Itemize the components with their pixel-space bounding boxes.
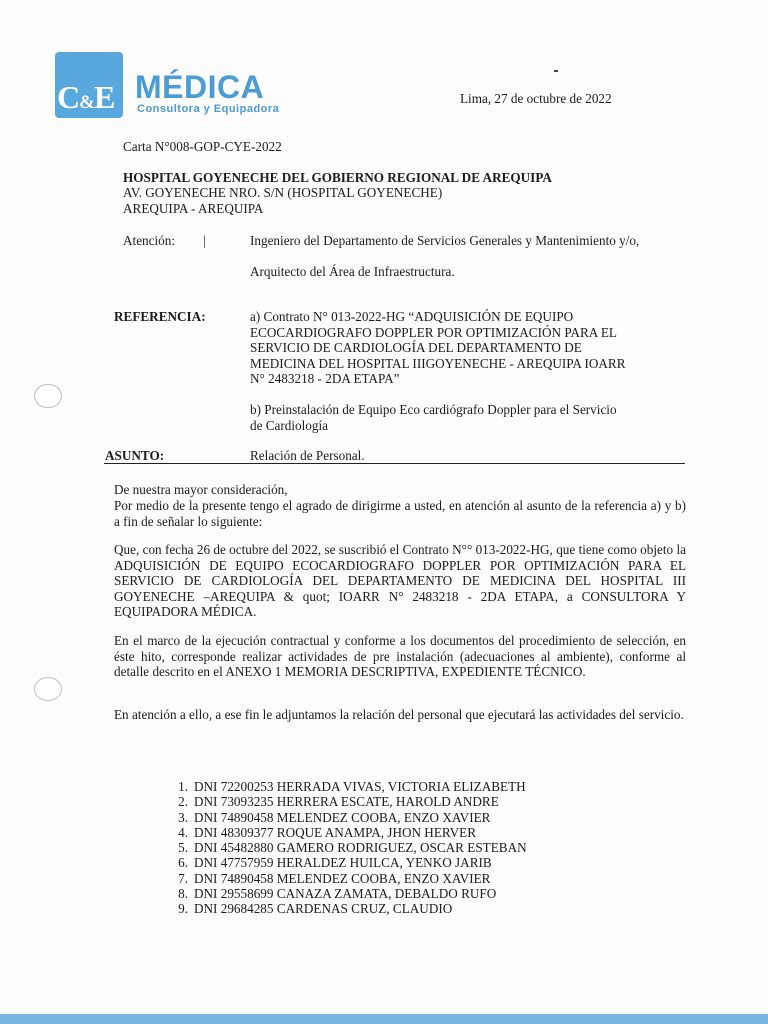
place-date: Lima, 27 de octubre de 2022 [460,91,612,106]
personnel-list [160,779,527,917]
reference-a-line: N° 2483218 - 2DA ETAPA” [250,371,400,386]
list-text: DNI 29558699 CANAZA ZAMATA, DEBALDO RUFO [194,886,497,902]
footer-band [0,1014,768,1024]
list-item [160,901,527,916]
reference-a-line: a) Contrato N° 013-2022-HG “ADQUISICIÓN DE EQUIPO [250,309,574,324]
reference-b-line: de Cardiología [250,417,329,433]
list-number: 8. [178,886,188,902]
punch-hole-top [34,384,62,408]
list-text: DNI 74890458 MELENDEZ COOBA, ENZO XAVIER [194,809,491,825]
reference-a-line: SERVICIO DE CARDIOLOGÍA DEL DEPARTAMENTO DE [250,340,582,355]
list-text: DNI 29684285 CARDENAS CRUZ, CLAUDIO [194,901,453,917]
reference-a-line: ECOCARDIOGRAFO DOPPLER POR OPTIMIZACIÓN PARA EL [250,324,617,340]
company-logo-name: MÉDICA [135,69,265,105]
company-logo-tagline: Consultora y Equipadora [137,103,280,115]
body-paragraph-1: Que, con fecha 26 de octubre del 2022, se suscribió el Contrato N°° 013-2022-HG, que tiene como objeto la ADQUISICIÓN DE EQUIPO ECOCARDIOGRAFO DOPPLER POR OPTIMIZACIÓN PARA EL SERVICIO DE CARDIOLOGÍA DEL DEPARTAMENTO DE MEDICINA DEL HOSPITAL III GOYENECHE –AREQUIPA & quot; IOARR N° 2483218 - 2DA ETAPA, a CONSULTORA Y EQUIPADORA MÉDICA. [114,542,686,619]
subject-label: ASUNTO: [105,448,165,463]
list-item [160,810,527,825]
list-text: DNI 48309377 ROQUE ANAMPA, JHON HERVER [194,824,477,840]
list-text: DNI 73093235 HERRERA ESCATE, HAROLD ANDRE [194,794,499,810]
list-number: 7. [178,870,188,886]
punch-hole-bottom [34,677,62,701]
list-item [160,840,527,855]
scan-speck [554,70,558,72]
recipient-address: AV. GOYENECHE NRO. S/N (HOSPITAL GOYENECHE) [123,185,443,200]
reference-label: REFERENCIA: [114,309,206,324]
reference-b [250,402,690,433]
letter-number: Carta N°008-GOP-CYE-2022 [123,139,282,154]
reference-a-line: MEDICINA DEL HOSPITAL IIIGOYENECHE - AREQUIPA IOARR [250,355,626,371]
company-logo-mark [55,52,123,118]
reference-a [250,309,690,387]
list-item [160,871,527,886]
list-number: 9. [178,901,188,917]
list-item [160,794,527,809]
attention-line-1: Ingeniero del Departamento de Servicios Generales y Mantenimiento y/o, [250,233,640,248]
list-number: 4. [178,824,188,840]
list-item [160,779,527,794]
reference-b-line: b) Preinstalación de Equipo Eco cardiógrafo Doppler para el Servicio [250,402,617,417]
body-paragraph-2: En el marco de la ejecución contractual y conforme a los documentos del procedimiento de selección, en éste hito, corresponde realizar actividades de pre instalación (adecuaciones al ambiente), conforme al detalle descrito en el ANEXO 1 MEMORIA DESCRIPTIVA, EXPEDIENTE TÉCNICO. [114,633,686,679]
attention-label: Atención: [123,233,176,248]
list-item [160,855,527,870]
list-number: 5. [178,840,188,856]
recipient-city: AREQUIPA - AREQUIPA [123,201,264,216]
list-number: 3. [178,809,188,825]
attention-line-2: Arquitecto del Área de Infraestructura. [250,264,455,279]
list-number: 6. [178,855,188,871]
list-number: 1. [178,779,188,794]
subject-divider [104,463,685,464]
list-item [160,886,527,901]
list-text: DNI 72200253 HERRADA VIVAS, VICTORIA ELIZABETH [194,779,526,794]
body-paragraph-3: En atención a ello, a ese fin le adjuntamos la relación del personal que ejecutará las actividades del servicio. [114,707,684,722]
list-number: 2. [178,794,188,810]
recipient-name: HOSPITAL GOYENECHE DEL GOBIERNO REGIONAL DE AREQUIPA [123,170,552,185]
list-item [160,825,527,840]
list-text: DNI 45482880 GAMERO RODRIGUEZ, OSCAR ESTEBAN [194,840,527,856]
body-intro: Por medio de la presente tengo el agrado de dirigirme a usted, en atención al asunto de la referencia a) y b) a fin de señalar lo siguiente: [114,498,686,529]
list-text: DNI 74890458 MELENDEZ COOBA, ENZO XAVIER [194,870,491,886]
body-greeting: De nuestra mayor consideración, [114,482,288,497]
attention-separator: | [203,233,206,248]
logo-mark-text: C&E [57,79,115,115]
list-text: DNI 47757959 HERALDEZ HUILCA, YENKO JARIB [194,855,492,871]
subject-text: Relación de Personal. [250,448,365,463]
